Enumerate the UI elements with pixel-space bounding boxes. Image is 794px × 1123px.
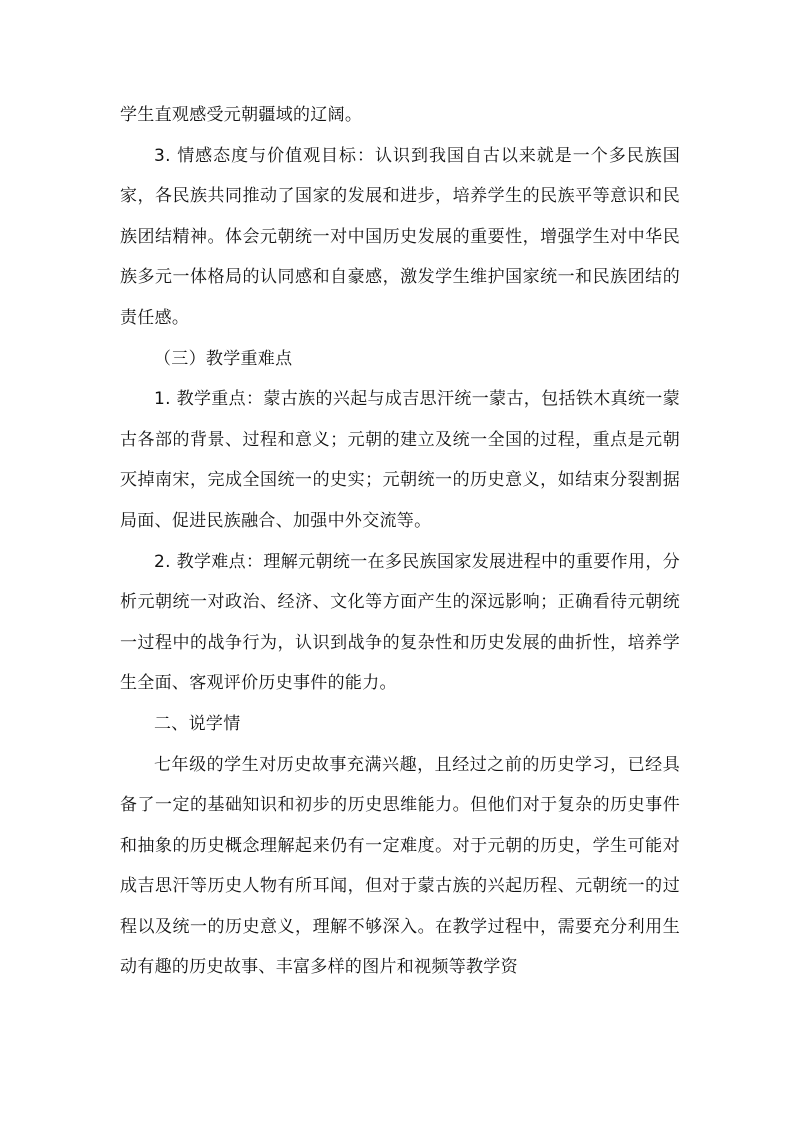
paragraph-goal-continuation: 学生直观感受元朝疆域的辽阔。 bbox=[120, 105, 363, 125]
paragraph-emotion-goal: 3. 情感态度与价值观目标：认识到我国自古以来就是一个多民族国家，各民族共同推动了国家的发展和进步，培养学生的民族平等意识和民族团结精神。体会元朝统一对中国历史发展的重要性，增强学生对中华民族多元一体格局的认同感和自豪感，激发学生维护国家统一和民族团结的责任感。 bbox=[120, 145, 680, 328]
paragraph-student-analysis: 七年级的学生对历史故事充满兴趣，且经过之前的历史学习，已经具备了一定的基础知识和初步的历史思维能力。但他们对于复杂的历史事件和抽象的历史概念理解起来仍有一定难度。对于元朝的历史，学生可能对成吉思汗等历史人物有所耳闻，但对于蒙古族的兴起历程、元朝统一的过程以及统一的历史意义，理解不够深入。在教学过程中，需要充分利用生动有趣的历史故事、丰富多样的图片和视频等教学资 bbox=[120, 754, 680, 978]
section-heading-student-analysis: 二、说学情 bbox=[154, 713, 241, 734]
paragraph-teaching-focus: 1. 教学重点：蒙古族的兴起与成吉思汗统一蒙古，包括铁木真统一蒙古各部的背景、过程和意义；元朝的建立及统一全国的过程，重点是元朝灭掉南宋，完成全国统一的史实；元朝统一的历史意义，如结束分裂割据局面、促进民族融合、加强中外交流等。 bbox=[120, 389, 680, 531]
paragraph-teaching-difficulty: 2. 教学难点：理解元朝统一在多民族国家发展进程中的重要作用，分析元朝统一对政治、经济、文化等方面产生的深远影响；正确看待元朝统一过程中的战争行为，认识到战争的复杂性和历史发展的曲折性，培养学生全面、客观评价历史事件的能力。 bbox=[120, 551, 680, 694]
document-body bbox=[120, 95, 680, 988]
section-heading-key-points: （三）教学重难点 bbox=[154, 348, 293, 369]
